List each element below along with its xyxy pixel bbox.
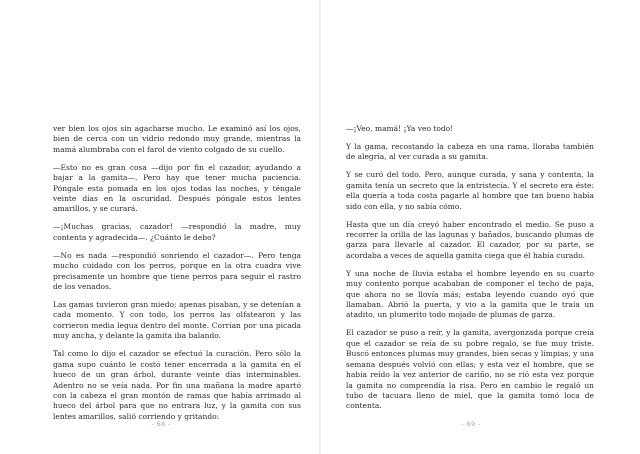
right-paragraph-3: Y se curó del todo. Pero, aunque curada, y sana y contenta, la gamita tenía un secreto que la entristecía. Y el secreto era éste: ella quería a toda costa pagarle al hombre que tan bueno había sido con ella, y no sabía cómo. bbox=[346, 170, 594, 211]
right-paragraph-2: Y la gama, recostando la cabeza en una rama, lloraba también de alegría, al ver curada a su gamita. bbox=[346, 142, 594, 162]
left-paragraph-2: —Esto no es gran cosa —dijo por fin el cazador, ayudando a bajar a la gamita—. Pero hay que tener mucha paciencia. Póngale esta pomada en los ojos todas las noches, y téngale veinte días en la oscuridad. Después póngale estos lentes amarillos, y se curará. bbox=[53, 162, 301, 214]
right-paragraph-5: Y una noche de lluvia estaba el hombre leyendo en su cuarto muy contento porque acababan de componer el techo de paja, que ahora no se llovía más; estaba leyendo cuando oyó que llamaban. Abrió la puerta, y vio a la gamita que le traía un atadito, un plumerito todo mojado de plumas de garza. bbox=[346, 268, 594, 320]
left-paragraph-3: —¡Muchas gracias, cazador! —respondió la madre, muy contenta y agradecida—. ¿Cuánto le debo? bbox=[53, 222, 301, 242]
left-paragraph-1: ver bien los ojos sin agacharse mucho. Le examinó así los ojos, bien de cerca con un vidrio redondo muy grande, mientras la mamá alumbraba con el farol de viento colgado de su cuello. bbox=[53, 124, 301, 154]
right-page-number: - 69 - bbox=[461, 420, 481, 428]
left-paragraph-4: —No es nada —respondió sonriendo el cazador—. Pero tenga mucho cuidado con los perros, porque en la otra cuadra vive precisamente un hombre que tiene perros para seguir el rastro de los venados. bbox=[53, 250, 301, 292]
left-page-number: - 68 - bbox=[151, 420, 171, 428]
left-paragraph-6: Tal como lo dijo el cazador se efectuó la curación. Pero sólo la gama supo cuánto le costó tener encerrada a la gamita en el hueco de un gran árbol, durante veinte días interminables. Adentro no se veía nada. Por fin una mañana la madre apartó con la cabeza el gran montón de ramas que había arrimado al hueco del árbol para que no entrara luz, y la gamita con sus lentes amarillos, salió corriendo y gritando: bbox=[53, 349, 301, 421]
right-paragraph-6: El cazador se puso a reír, y la gamita, avergonzada porque creía que el cazador se reía de su pobre regalo, se fue muy triste. Buscó entonces plumas muy grandes, bien secas y limpias, y una semana después volvió con ellas; y esta vez el hombre, que se había reído la vez anterior de cariño, no se rió esta vez porque la gamita no comprendía la risa. Pero en cambio le regaló un tubo de tacuara lleno de miel, que la gamita tomó loca de contenta. bbox=[346, 328, 594, 411]
right-page bbox=[346, 124, 594, 412]
book-gutter bbox=[319, 0, 321, 454]
right-paragraph-4: Hasta que un día creyó haber encontrado el medio. Se puso a recorrer la orilla de las lagunas y bañados, buscando plumas de garza para llevarle al cazador. El cazador, por su parte, se acordaba a veces de aquella gamita ciega que él había curado. bbox=[346, 219, 594, 260]
left-paragraph-5: Las gamas tuvieron gran miedo; apenas pisaban, y se detenían a cada momento. Y con todo, los perros las olfatearon y las corrieron media legua dentro del monte. Corrían por una picada muy ancha, y delante la gamita iba balando. bbox=[53, 300, 301, 341]
left-page bbox=[53, 124, 301, 422]
right-paragraph-1: —¡Veo, mamá! ¡Ya veo todo! bbox=[346, 124, 454, 133]
